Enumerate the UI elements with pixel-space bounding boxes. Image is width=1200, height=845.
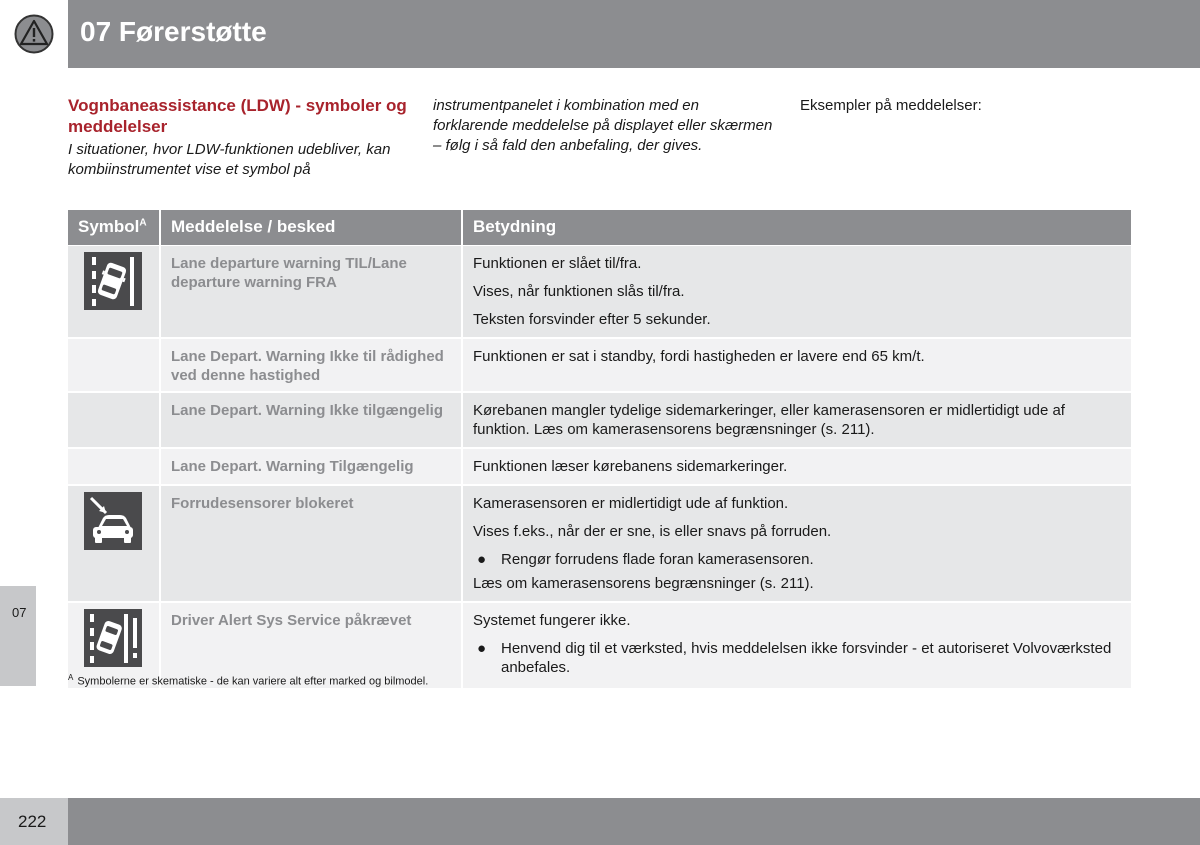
chapter-title: 07 Førerstøtte [80,16,267,47]
side-tab-label: 07 [12,605,27,620]
meaning-text: Systemet fungerer ikke. [473,611,631,629]
warning-triangle-icon [14,14,54,54]
bullet-dot: ● [477,550,487,568]
chapter-side-tab [0,586,36,686]
meaning-text: Funktionen er sat i standby, fordi hastigheden er lavere end 65 km/t. [473,347,925,365]
bullet-item: ● Henvend dig til et værksted, hvis meddelelsen ikke forsvinder - et autoriseret Volvoværksted anbefales. [473,639,1121,677]
intro-text-3: Eksempler på meddelelser: [800,97,982,114]
page-number-box [0,798,68,845]
meaning-cell [462,602,1131,689]
bullet-item: ● Rengør forrudens flade foran kamerasensoren. [473,550,1121,569]
column-header-symbol: Symbol$^A$ [68,210,160,245]
meaning-cell [462,448,1131,485]
meaning-text: Læs om kamerasensorens begrænsninger (s. 211). [473,574,814,592]
table-row [68,245,1131,338]
message-cell: Lane Depart. Warning Ikke tilgængelig [160,392,462,448]
symbol-cell [68,245,160,338]
meaning-text: Kørebanen mangler tydelige sidemarkeringer, eller kamerasensoren er midlertidigt ude af funktion. Læs om kamerasensorens begrænsninger (s. 211). [473,401,1065,438]
messages-table [68,210,1131,690]
meaning-cell [462,392,1131,448]
lane-departure-icon [84,252,142,310]
column-header-meaning: Betydning [462,210,1131,245]
column-header-message: Meddelelse / besked [160,210,462,245]
symbol-cell [68,448,160,485]
meaning-text: Funktionen læser kørebanens sidemarkeringer. [473,457,788,475]
message-cell: Lane Depart. Warning Tilgængelig [160,448,462,485]
bullet-dot: ● [477,639,487,657]
symbol-cell [68,392,160,448]
page-number: 222 [18,812,47,831]
meaning-cell [462,338,1131,392]
intro-text-1: I situationer, hvor LDW-funktionen udebliver, kan kombiinstrumentet vise et symbol på [68,141,391,178]
driver-alert-service-icon [84,609,142,667]
intro-text-2: instrumentpanelet i kombination med en forklarende meddelelse på displayet eller skærmen – følg i så fald den anbefaling, der gives. [433,97,773,154]
chapter-header [0,0,1200,68]
table-row [68,338,1131,392]
header-icon-box [0,0,68,68]
meaning-text: Vises, når funktionen slås til/fra. [473,282,685,300]
meaning-text: Kamerasensoren er midlertidigt ude af funktion. [473,494,789,512]
table-footnote: $^A$ Symbolerne er skematiske - de kan variere alt efter marked og bilmodel. [68,673,429,688]
meaning-text: Funktionen er slået til/fra. [473,254,642,272]
meaning-text: Teksten forsvinder efter 5 sekunder. [473,310,711,328]
page-footer [0,798,1200,845]
table-header-row [68,210,1131,245]
section-heading: Vognbaneassistance (LDW) - symboler og meddelelser [68,96,407,136]
table-row [68,392,1131,448]
meaning-text: Vises f.eks., når der er sne, is eller snavs på forruden. [473,522,832,540]
symbol-cell [68,338,160,392]
windscreen-sensor-blocked-icon [84,492,142,550]
symbol-cell [68,485,160,602]
message-cell: Driver Alert Sys Service påkrævet [160,602,462,689]
meaning-cell [462,245,1131,338]
table-row [68,485,1131,602]
message-cell: Forrudesensorer blokeret [160,485,462,602]
table-row [68,448,1131,485]
meaning-cell [462,485,1131,602]
message-cell: Lane Depart. Warning Ikke til rådighed ved denne hastighed [160,338,462,392]
intro-column-1 [68,95,408,180]
message-cell: Lane departure warning TIL/Lane departure warning FRA [160,245,462,338]
